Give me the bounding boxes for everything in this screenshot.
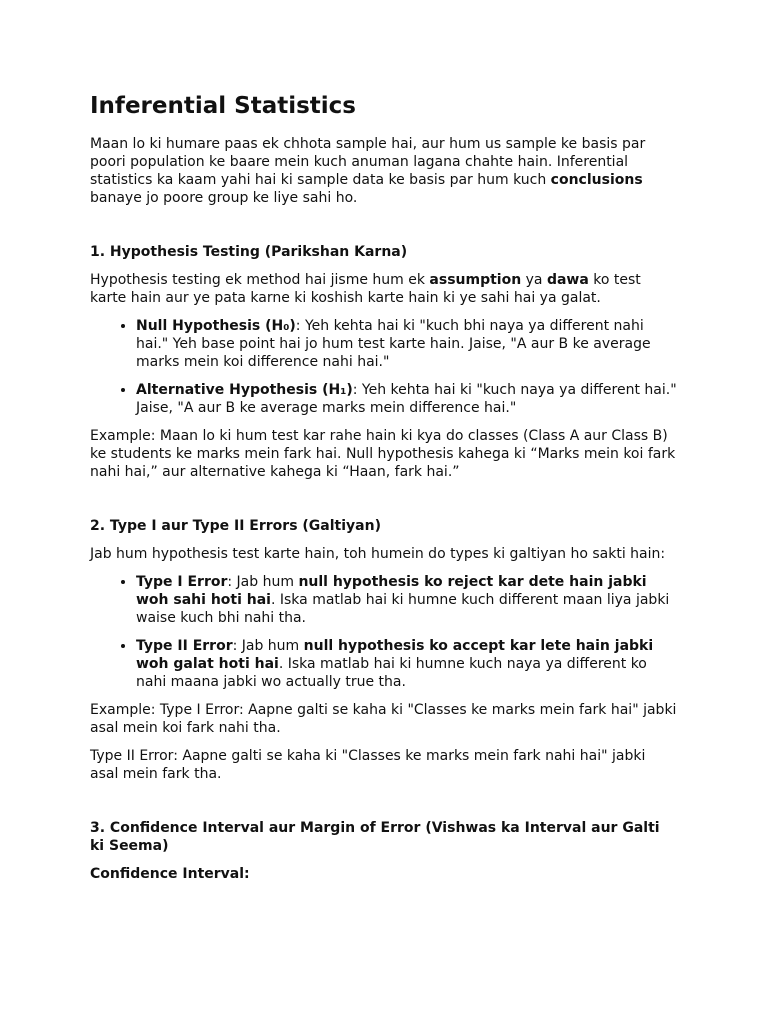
intro-bold-conclusions: conclusions (550, 172, 643, 188)
alternative-hypothesis-desc: : Yeh kehta hai ki "kuch naya ya different hai." Jaise, "A aur B ke average marks mein difference hai." (136, 382, 677, 416)
type-1-text-b: . Iska matlab hai ki humne kuch different maan liya jabki waise kuch bhi nahi tha. (136, 592, 670, 626)
s1-bold-dawa: dawa (546, 272, 589, 288)
section-2-example-2: Type II Error: Aapne galti se kaha ki "Classes ke marks mein fark nahi hai" jabki asal mein fark tha. (90, 748, 646, 782)
document-title: Inferential Statistics (90, 93, 356, 119)
intro-text-a: Maan lo ki humare paas ek chhota sample hai, aur hum us sample ke basis par poori population ke baare mein kuch anuman lagana chahte hain. Inferential statistics ka kaam yahi hai ki sample data ke basis par hum kuch (90, 136, 646, 188)
type-1-text-a: : Jab hum (227, 574, 299, 590)
list-item-alternative-hypothesis (136, 381, 678, 417)
type-1-term: Type I Error (136, 574, 228, 590)
section-1-example: Example: Maan lo ki hum test kar rahe hain ki kya do classes (Class A aur Class B) ke students ke marks mein fark hai. Null hypothesis kahega ki “Marks mein koi fark nahi hai,” aur alternative kahega ki “Haan, fark hai.” (90, 428, 676, 480)
type-2-text-b: . Iska matlab hai ki humne kuch naya ya different ko nahi maana jabki wo actually true tha. (136, 656, 647, 690)
section-spacer (90, 491, 678, 517)
list-item-null-hypothesis (136, 317, 678, 371)
list-item-type-2-error (136, 637, 678, 691)
null-hypothesis-desc: : Yeh kehta hai ki "kuch bhi naya ya different nahi hai." Yeh base point hai jo hum test karte hain. Jaise, "A aur B ke average marks mein koi difference nahi hai." (136, 318, 651, 370)
section-2-example-1: Example: Type I Error: Aapne galti se kaha ki "Classes ke marks mein fark hai" jabki asal mein koi fark nahi tha. (90, 702, 677, 736)
alternative-hypothesis-term: Alternative Hypothesis (H₁) (136, 382, 353, 398)
confidence-interval-subheading: Confidence Interval: (90, 866, 250, 882)
section-3-heading: 3. Confidence Interval aur Margin of Error (Vishwas ka Interval aur Galti ki Seema) (90, 820, 660, 854)
section-spacer (90, 217, 678, 243)
type-2-term: Type II Error (136, 638, 233, 654)
section-1-paragraph (90, 271, 678, 307)
s1-bold-assumption: assumption (429, 272, 522, 288)
hypothesis-list (90, 317, 678, 417)
list-item-type-1-error (136, 573, 678, 627)
null-hypothesis-term: Null Hypothesis (H₀) (136, 318, 296, 334)
section-1-heading: 1. Hypothesis Testing (Parikshan Karna) (90, 244, 408, 260)
errors-list (90, 573, 678, 691)
type-2-bold-phrase: null hypothesis ko accept kar lete hain jabki woh galat hoti hai (136, 638, 654, 672)
s1-text-a: Hypothesis testing ek method hai jisme hum ek (90, 272, 430, 288)
section-spacer (90, 793, 678, 819)
s1-text-c: ya (521, 272, 547, 288)
section-2-paragraph: Jab hum hypothesis test karte hain, toh humein do types ki galtiyan ho sakti hain: (90, 546, 666, 562)
type-2-text-a: : Jab hum (232, 638, 304, 654)
type-1-bold-phrase: null hypothesis ko reject kar dete hain jabki woh sahi hoti hai (136, 574, 647, 608)
section-2-heading: 2. Type I aur Type II Errors (Galtiyan) (90, 518, 381, 534)
s1-text-e: ko test karte hain aur ye pata karne ki koshish karte hain ki ye sahi hai ya galat. (90, 272, 641, 306)
intro-text-c: banaye jo poore group ke liye sahi ho. (90, 190, 358, 206)
intro-paragraph (90, 135, 678, 207)
